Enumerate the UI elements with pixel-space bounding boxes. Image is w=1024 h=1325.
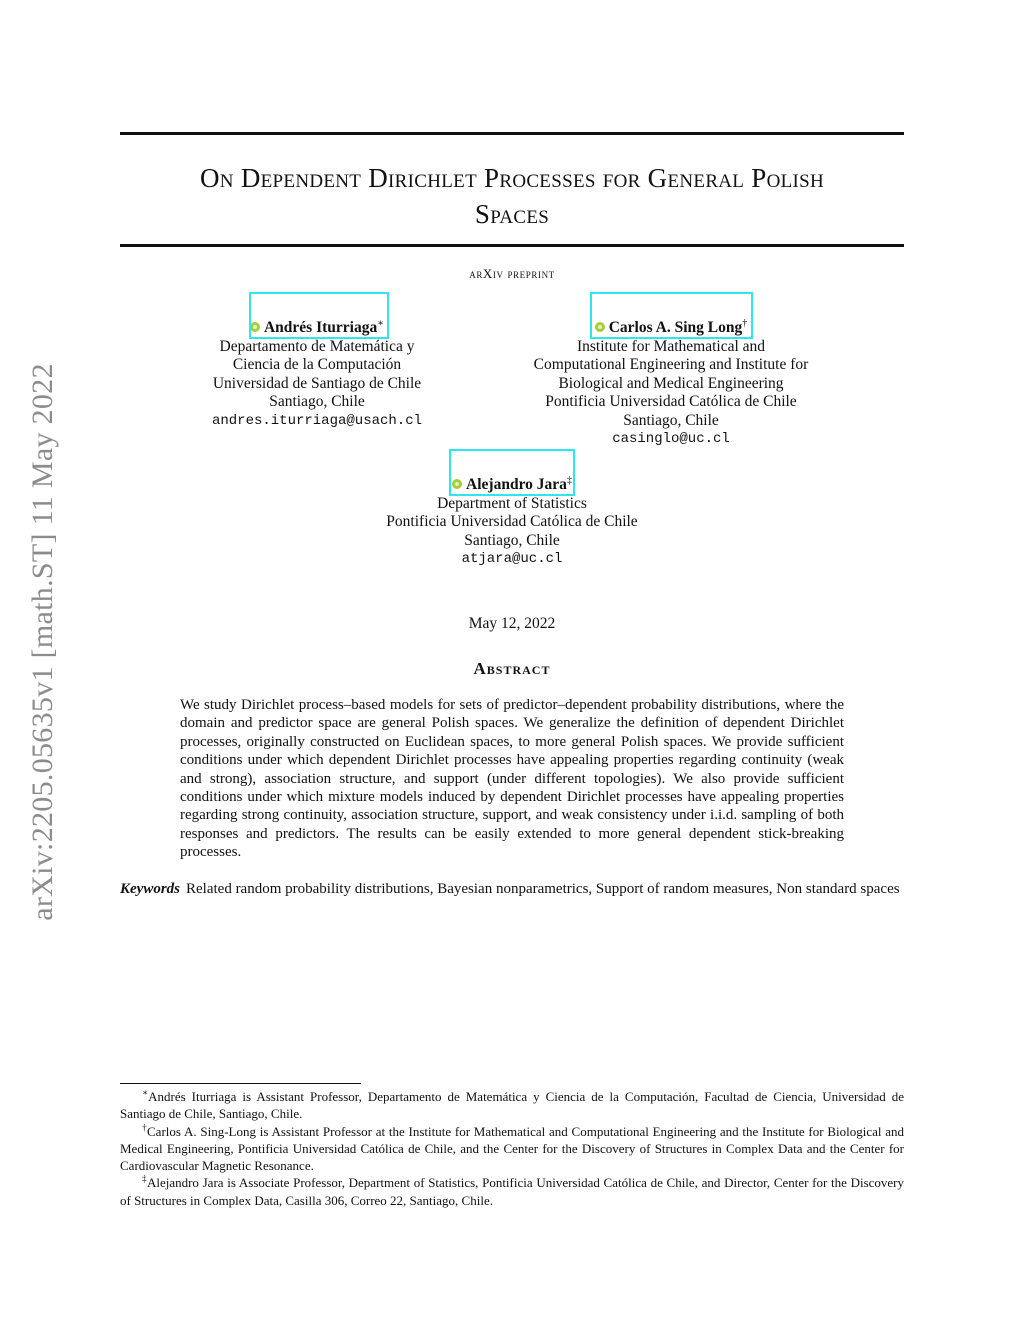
footnote-2 (120, 1123, 904, 1175)
footnote-mark[interactable]: ‡ (566, 474, 572, 486)
affiliation-line: Departamento de Matemática y (219, 337, 415, 355)
author-name[interactable]: Carlos A. Sing Long (608, 319, 743, 336)
highlight-box-author-2 (590, 292, 753, 339)
footnote-mark[interactable]: ∗ (377, 317, 385, 329)
footnote-1 (120, 1088, 904, 1123)
footnote-mark: ‡ (142, 1174, 147, 1185)
footnote-text: Carlos A. Sing-Long is Assistant Professor at the Institute for Mathematical and Computational Engineering and the Institute for Biological and Medical Engineering, Pontificia Universidad Católica de Chile, and the Center for the Discovery of Structures in Complex Data and the Center for Cardiovascular Magnetic Resonance. (120, 1123, 905, 1174)
arxiv-side-stamp: arXiv:2205.05635v1 [math.ST] 11 May 2022 (26, 363, 59, 921)
affiliation-line: Ciencia de la Computación (232, 356, 402, 373)
title-line-1: On Dependent Dirichlet Processes for General Polish (199, 163, 825, 193)
affiliation-line: Pontificia Universidad Católica de Chile (386, 513, 638, 530)
footnote-mark: ∗ (142, 1087, 149, 1098)
footnote-rule (120, 1083, 361, 1084)
abstract-text: We study Dirichlet process–based models for sets of predictor–dependent probability distributions, where the domain and predictor space are general Polish spaces. We generalize the definition of dependent Dirichlet processes, originally constructed on Euclidean spaces, to more general Polish spaces. We provide sufficient conditions under which dependent Dirichlet processes have appealing properties regarding continuity (weak and strong), association structure, and support (under different topologies). We also provide sufficient conditions under which mixture models induced by dependent Dirichlet processes have appealing properties regarding strong continuity, association structure, support, and weak consistency under i.i.d. sampling of both responses and predictors. The results can be easily extended to more general dependent stick-breaking processes. (180, 697, 844, 861)
footnotes (120, 1088, 904, 1209)
affiliation-line: Department of Statistics (437, 494, 587, 512)
affiliation-line: Biological and Medical Engineering (558, 374, 784, 392)
author-email[interactable]: casinglo@uc.cl (612, 431, 730, 447)
keywords-section (120, 880, 904, 898)
affiliation-line: Computational Engineering and Institute for (533, 356, 809, 373)
affiliation-line: Santiago, Chile (464, 531, 560, 549)
highlight-box-author-1 (249, 292, 389, 339)
author-name[interactable]: Andrés Iturriaga (263, 319, 378, 336)
keywords-label: Keywords (120, 881, 180, 897)
highlight-box-author-3 (449, 449, 575, 496)
preprint-label: arXiv preprint (469, 266, 555, 281)
author-email[interactable]: andres.iturriaga@usach.cl (211, 412, 423, 429)
footnote-text: Andrés Iturriaga is Assistant Professor, Departamento de Matemática y Ciencia de la Computación, Facultad de Ciencia, Universidad de Santiago de Chile, Santiago, Chile. (120, 1089, 904, 1122)
title-top-rule (120, 132, 904, 135)
footnote-mark: † (142, 1122, 148, 1133)
footnote-mark[interactable]: † (742, 317, 748, 329)
title-line-2: Spaces (474, 199, 550, 229)
author-name[interactable]: Alejandro Jara (466, 476, 567, 493)
footnote-text: Alejandro Jara is Associate Professor, Department of Statistics, Pontificia Universidad Católica de Chile, and Director, Center for the Discovery of Structures in Complex Data, Casilla 306, Correo 22, Santiago, Chile. (120, 1175, 905, 1208)
affiliation-line: Santiago, Chile (269, 393, 365, 410)
affiliation-line: Pontificia Universidad Católica de Chile (545, 393, 797, 410)
keywords-text: Related random probability distributions, Bayesian nonparametrics, Support of random measures, Non standard spaces (186, 881, 900, 897)
abstract-heading: Abstract (473, 659, 551, 678)
footnote-3 (120, 1174, 904, 1209)
paper-title (120, 160, 904, 232)
title-bottom-rule (120, 244, 904, 247)
publication-date: May 12, 2022 (468, 615, 556, 632)
affiliation-line: Institute for Mathematical and (576, 337, 766, 355)
affiliation-line: Universidad de Santiago de Chile (212, 374, 422, 392)
author-email[interactable]: atjara@uc.cl (461, 551, 563, 567)
affiliation-line: Santiago, Chile (623, 411, 719, 429)
